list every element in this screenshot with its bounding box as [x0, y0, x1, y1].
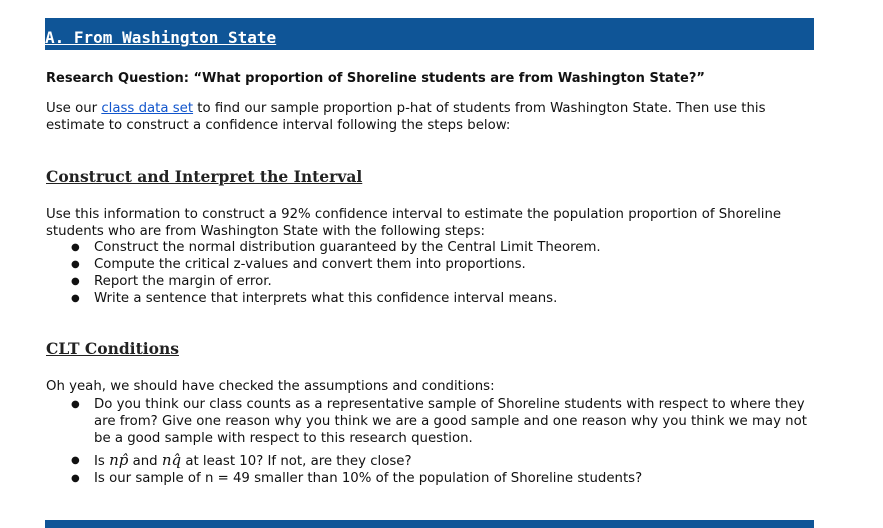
- list-item: ● Is our sample of n = 49 smaller than 10% of the population of Shoreline students?: [46, 470, 816, 487]
- condition-and-text: and: [128, 454, 162, 469]
- class-data-set-link[interactable]: class data set: [101, 101, 194, 116]
- list-item: ● Construct the normal distribution guaranteed by the Central Limit Theorem.: [46, 239, 816, 256]
- research-question: Research Question: “What proportion of Shoreline students are from Washington State?”: [46, 71, 705, 86]
- nq-hat-expression: nq̂: [161, 451, 182, 469]
- intro-paragraph: [46, 100, 816, 134]
- list-item: ● Do you think our class counts as a representative sample of Shoreline students with respect to where they are from? Give one reason why you think we are a good sample and one reason why you think we may not be a good sample with respect to this research question.: [46, 396, 816, 447]
- list-item: ● Report the margin of error.: [46, 273, 816, 290]
- list-item: [46, 452, 816, 470]
- intro-text-before: Use our: [46, 101, 102, 116]
- next-section-banner: [45, 520, 814, 528]
- list-item: ● Write a sentence that interprets what this confidence interval means.: [46, 290, 816, 307]
- condition-rest-text: at least 10? If not, are they close?: [181, 454, 412, 469]
- list-item: ● Compute the critical z-values and convert them into proportions.: [46, 256, 816, 273]
- intro-text-after: to find our sample proportion p-hat of students from Washington State. Then use this estimate to construct a confidence interval following the steps below:: [46, 101, 766, 133]
- construct-steps-list: [46, 239, 816, 307]
- np-hat-expression: np̂: [109, 451, 129, 469]
- condition-is-text: Is: [94, 454, 110, 469]
- section-title: A. From Washington State: [45, 28, 277, 47]
- construct-paragraph: Use this information to construct a 92% confidence interval to estimate the population proportion of Shoreline students who are from Washington State with the following steps:: [46, 207, 782, 239]
- construct-heading: Construct and Interpret the Interval: [46, 167, 363, 186]
- clt-paragraph: Oh yeah, we should have checked the assumptions and conditions:: [46, 379, 495, 394]
- clt-heading: CLT Conditions: [46, 339, 179, 358]
- clt-conditions-list: [46, 396, 816, 487]
